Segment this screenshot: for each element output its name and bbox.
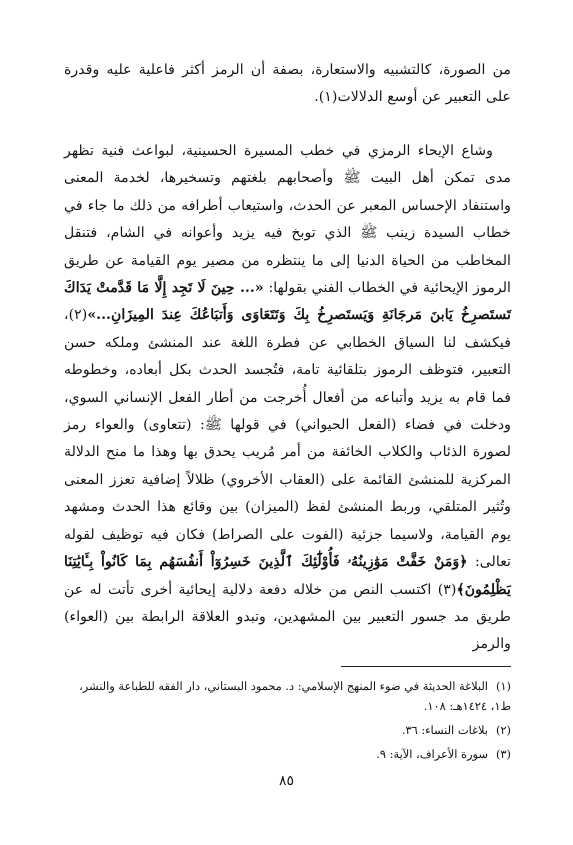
paragraph-2-part-1: وشاع الإيحاء الرمزي في خطب المسيرة الحسينية، لبواعث فنية تظهر مدى تمكن أهل البيت ﷺ وأصحابهم بلغتهم وتسخيرها، لخدمة المعنى واستنفاد الإحساس المعبر عن الحدث، واستيعاب أطرافه من ذلك ما جاء في خطاب السيدة زينب ﷺ الذي توبخ فيه يزيد وأعوانه في الشام، فتنقل المخاطب من الحياة الدنيا إلى ما ينتظره من مصير يوم القيامة عن طريق الرموز الإيحائية في الخطاب الفني بقولها:	[64, 143, 511, 297]
paragraph-1-end: (١).	[314, 89, 338, 106]
zainab-speech-quote: «... حِينَ لَا تَجِد إِلَّا مَا قَدَّمتْ يَدَاكَ تَستَصرِخُ يَابنَ مَرجَانَةِ وَيَستَصرِخُ بِكَ وَتَتَعَاوَى وَأَتبَاعُكَ عِندَ المِيزَانِ...»	[64, 280, 511, 324]
paragraph-continued	[64, 57, 511, 112]
footnote-text: البلاغة الحديثة في ضوء المنهج الإسلامي: د. محمود البستاني، دار الفقه للطباعة والنشر، ط١، ١٤٢٤هـ: ١٠٨.	[79, 679, 511, 713]
footnote-text: بلاغات النساء: ٣٦.	[401, 723, 488, 737]
footnote-ref-3: (٣)	[437, 581, 457, 598]
footnotes	[64, 676, 511, 768]
footnote-2	[64, 720, 511, 740]
footnote-ref-2: (٢)	[68, 307, 88, 324]
footnote-3	[64, 744, 511, 764]
quran-verse-quote: ﴿وَمَنْ خَفَّتْ مَوَٰزِينُهُۥ فَأُوْلَٰٓئِكَ ٱلَّذِينَ خَسِرُوٓاْ أَنفُسَهُم بِمَا كَانُواْ بِـَٔايَٰتِنَا يَظْلِمُونَ﴾	[64, 554, 511, 598]
footnote-number: (٣)	[495, 747, 511, 761]
paragraph-2-part-3: اكتسب النص من خلاله دفعة دلالية إيحائية أخرى تأتت له عن طريق مد جسور التعبير بين المشهدين، وتبدو العلاقة الرابطة بين (العواء) والرمز	[64, 581, 511, 653]
footnote-number: (٢)	[495, 723, 511, 737]
page-number: ٨٥	[278, 773, 295, 789]
paragraph-1-text: من الصورة، كالتشبيه والاستعارة، بصفة أن الرمز أكثر فاعلية عليه وقدرة على التعبير عن أوسع الدلالات	[64, 62, 511, 106]
footnote-separator	[341, 666, 511, 667]
paragraph-symbolic-suggestion	[64, 138, 511, 659]
footnote-1	[64, 676, 511, 716]
paragraph-2-part-2: ، فيكشف لنا السياق الخطابي عن فطرة اللغة عند المنشئ وملكه حسن التعبير، فتوظف الرموز بتلقائية تامة، فتُجسد الحدث بكل أبعاده، وخطوطه فما قام به يزيد وأتباعه من أفعال أُخرجت من أطار الفعل الإنساني السوي، ودخلت في فضاء (الفعل الحيواني) في قولها ﷺ: (تتعاوى) والعواء رمز لصورة الذئاب والكلاب الخائفة من أمر مُريب يحدق بها وهذا ما منح الدلالة المركزية للمنشئ القائمة على (العقاب الأخروي) ظلالاً إضافية تعزز المعنى وتُثير المتلقي، وربط المنشئ لفظ (الميزان) بين وقائع هذا الحدث ومشهد يوم القيامة، ولاسيما جزئية (الفوت على الصراط) فكان فيه توظيف لقوله تعالى:	[64, 307, 511, 571]
footnote-number: (١)	[495, 679, 511, 693]
footnote-text: سورة الأعراف، الآية: ٩.	[376, 747, 488, 761]
